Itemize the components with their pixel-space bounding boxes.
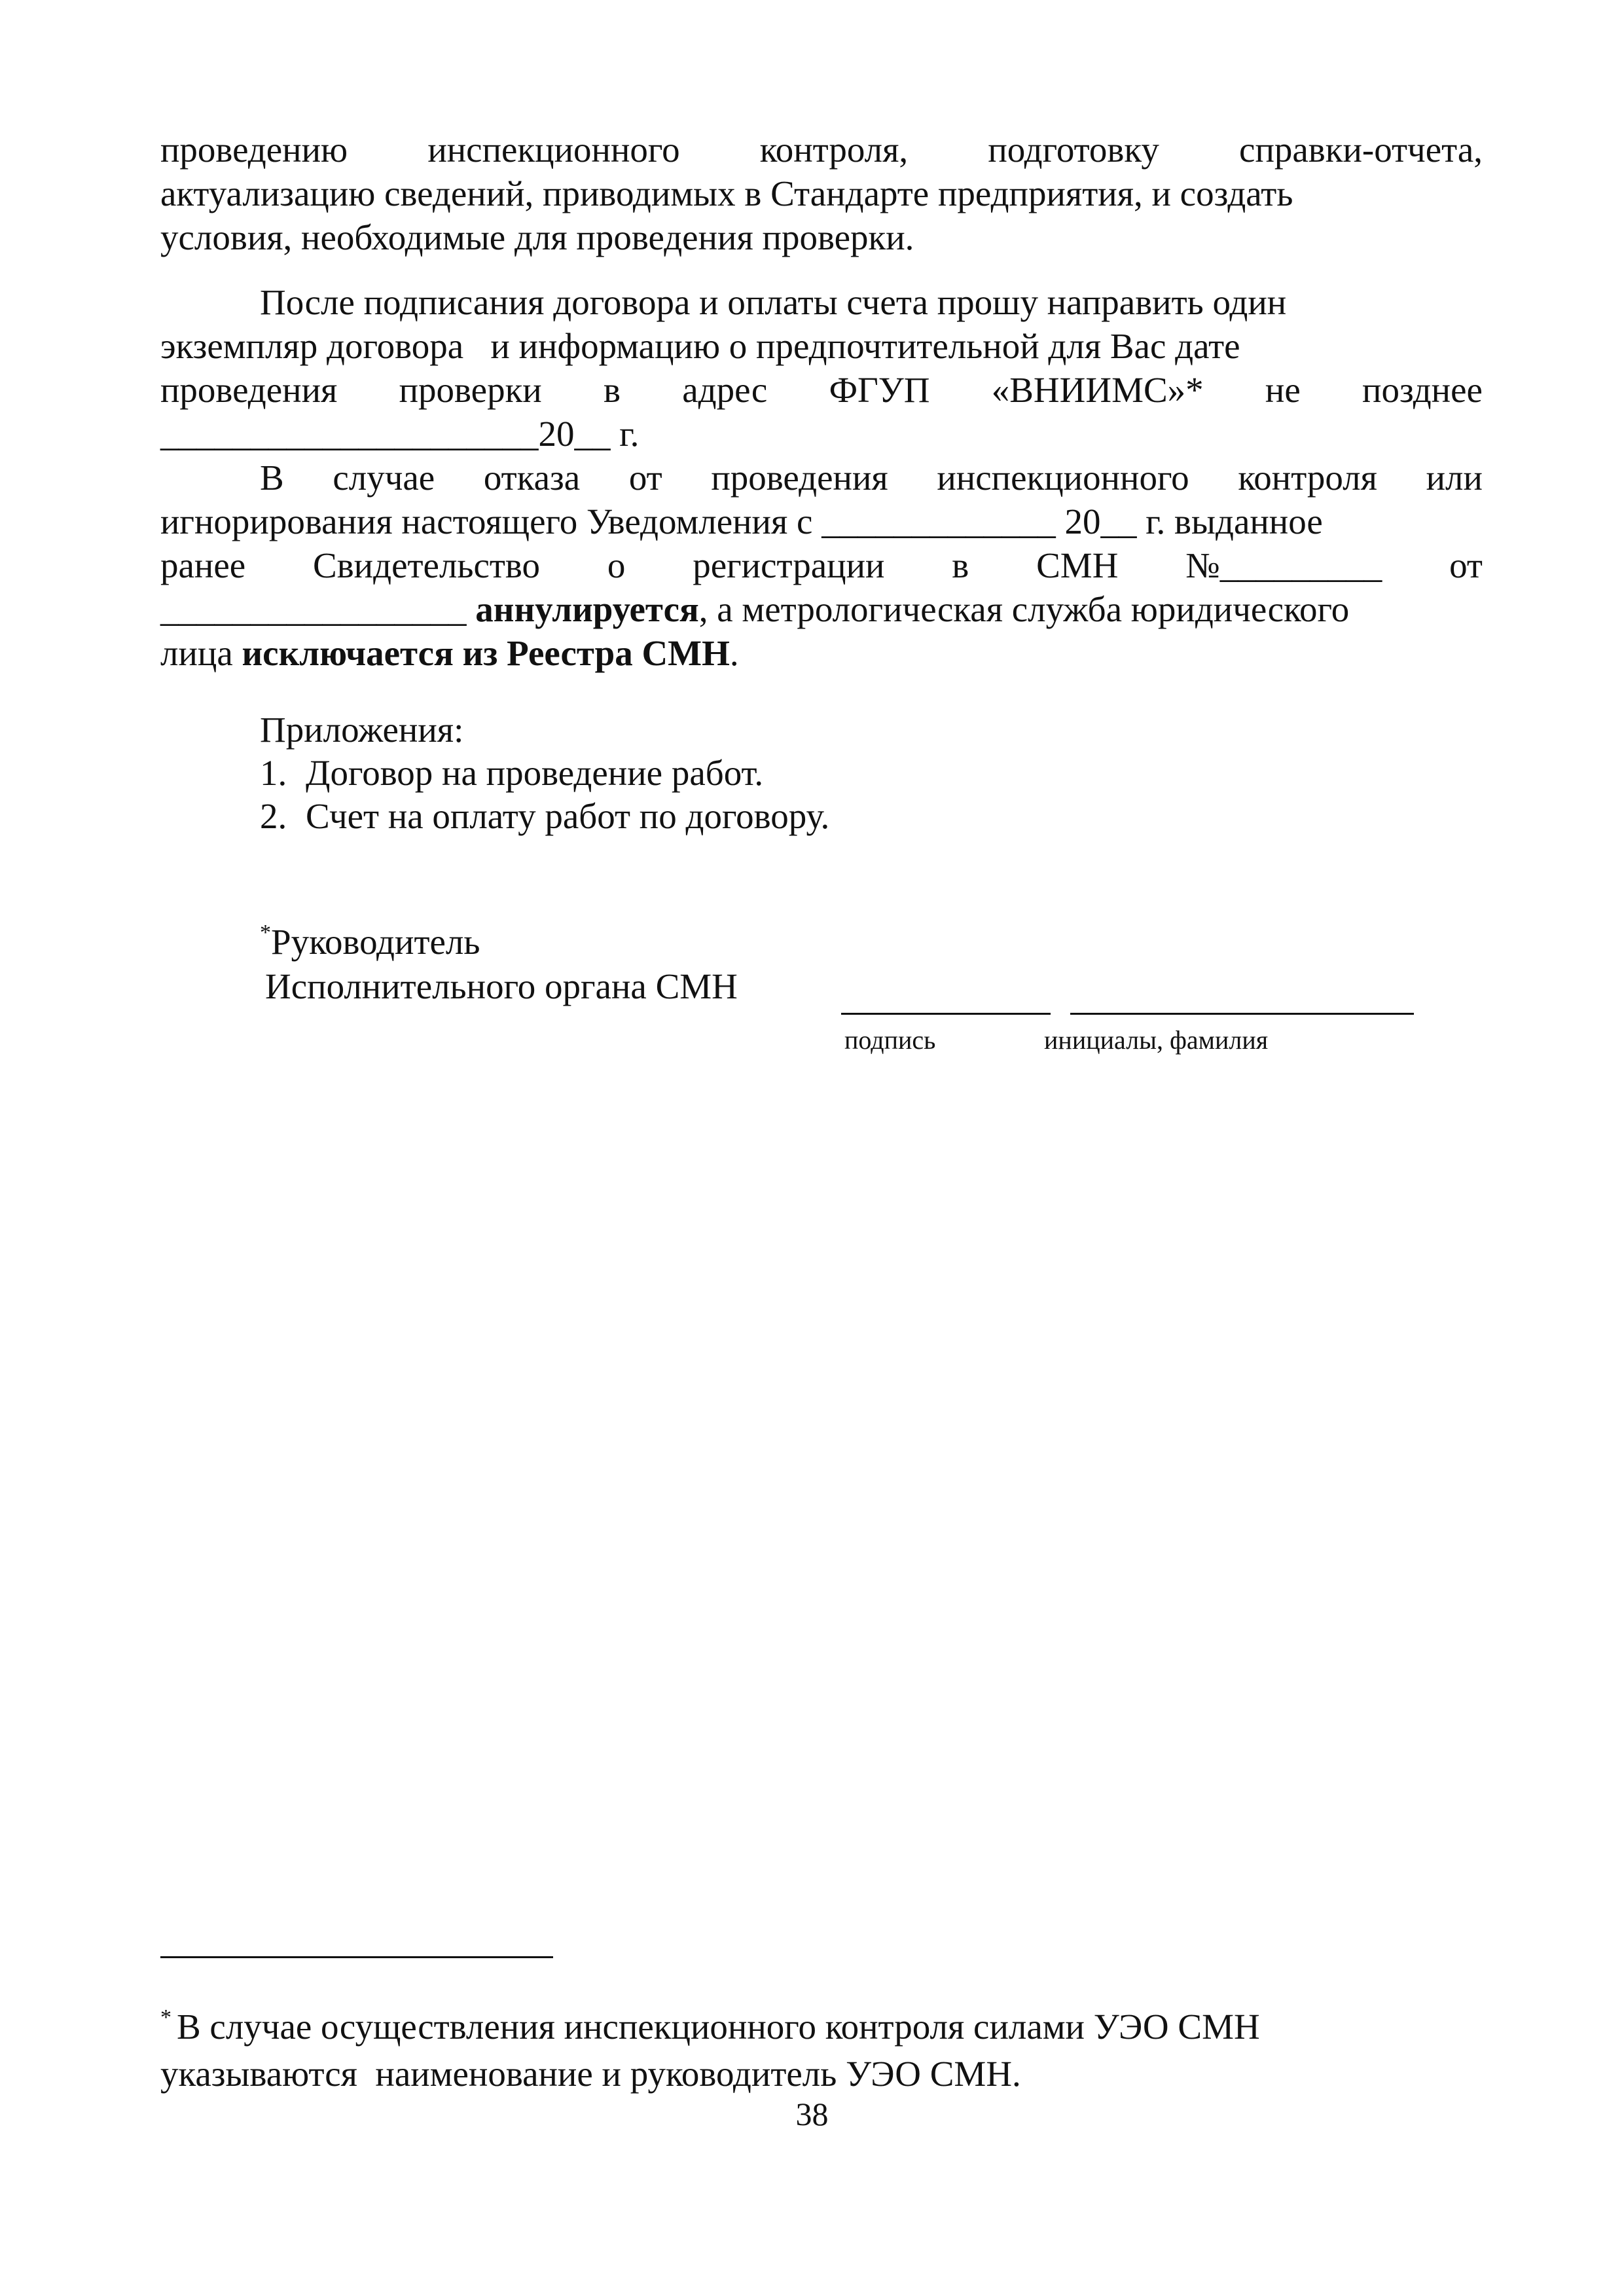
word: регистрации [693, 545, 885, 585]
list-item-number: 1. [260, 753, 287, 793]
list-item [260, 795, 829, 838]
footnote-separator [160, 1956, 553, 1958]
text-line: После подписания договора и оплаты счета прошу направить один [260, 282, 1287, 322]
footnote-text: В случае осуществления инспекционного контроля силами УЭО СМН [177, 2007, 1260, 2047]
signature-block [260, 920, 738, 1009]
text-line-justified [160, 368, 1483, 412]
page-number: 38 [795, 2096, 829, 2132]
name-caption: инициалы, фамилия [1044, 1025, 1269, 1055]
annulled-bold: аннулируется [475, 589, 699, 629]
text-line: актуализацию сведений, приводимых в Стандарте предприятия, и создать [160, 173, 1293, 213]
signature-title-line1 [260, 920, 738, 964]
word: позднее [1362, 370, 1483, 410]
word: справки-отчета, [1239, 130, 1483, 170]
list-item [260, 752, 829, 795]
signatory-title: Руководитель [271, 922, 480, 962]
word: или [1426, 458, 1483, 498]
signature-line [841, 1013, 1051, 1015]
paragraph-continuation [160, 128, 1483, 259]
text-line: игнорирования настоящего Уведомления с _____________ 20__ г. выданное [160, 501, 1323, 541]
word: инспекционного [427, 130, 680, 170]
word: адрес [682, 370, 768, 410]
footnote-line: указываются наименование и руководитель УЭО СМН. [160, 2054, 1021, 2094]
text-line [160, 587, 1483, 631]
word: ранее [160, 545, 246, 585]
word: инспекционного [937, 458, 1189, 498]
footnote-marker: * [160, 2005, 171, 2030]
signature-caption: подпись [844, 1025, 936, 1055]
text-run: . [729, 633, 739, 673]
word: «ВНИИМС»* [991, 370, 1204, 410]
list-item-text: Счет на оплату работ по договору. [306, 796, 830, 836]
list-item-text: Договор на проведение работ. [306, 753, 764, 793]
text-line-justified [160, 543, 1483, 587]
word: контроля [1238, 458, 1377, 498]
paragraph-after-signing [160, 280, 1483, 456]
attachments-heading: Приложения: [260, 710, 464, 750]
word: контроля, [759, 130, 909, 170]
word: Свидетельство [313, 545, 541, 585]
text-line-justified [160, 456, 1483, 500]
paragraph-refusal [160, 456, 1483, 675]
word: в [603, 370, 621, 410]
footnote [160, 2003, 1483, 2098]
text-line: условия, необходимые для проведения проверки. [160, 217, 914, 257]
word: проведения [160, 370, 338, 410]
word: №_________ [1185, 545, 1382, 585]
text-line-justified [160, 128, 1483, 172]
list-item-number: 2. [260, 796, 287, 836]
word: не [1265, 370, 1301, 410]
date-blank-line: _____________________20__ г. [160, 414, 640, 454]
word: проведению [160, 130, 348, 170]
excluded-bold: исключается из Реестра СМН [242, 633, 730, 673]
word: в [952, 545, 969, 585]
text-line [160, 631, 1483, 675]
name-line [1070, 1013, 1414, 1015]
word: проверки [399, 370, 542, 410]
text-line: экземпляр договора и информацию о предпочтительной для Вас дате [160, 326, 1240, 366]
attachments-list [260, 708, 829, 838]
word: подготовку [988, 130, 1159, 170]
word: о [607, 545, 626, 585]
word: отказа [483, 458, 581, 498]
blank-line: _________________ [160, 589, 476, 629]
word: от [1449, 545, 1483, 585]
word: В [260, 458, 284, 498]
word: от [628, 458, 662, 498]
word: ФГУП [829, 370, 930, 410]
footnote-line [160, 2003, 1483, 2050]
word: СМН [1036, 545, 1119, 585]
signatory-organ: Исполнительного органа СМН [265, 966, 738, 1006]
footnote-marker: * [260, 920, 271, 945]
text-run: , а метрологическая служба юридического [698, 589, 1350, 629]
word: случае [333, 458, 435, 498]
word: проведения [711, 458, 888, 498]
text-run: лица [160, 633, 242, 673]
